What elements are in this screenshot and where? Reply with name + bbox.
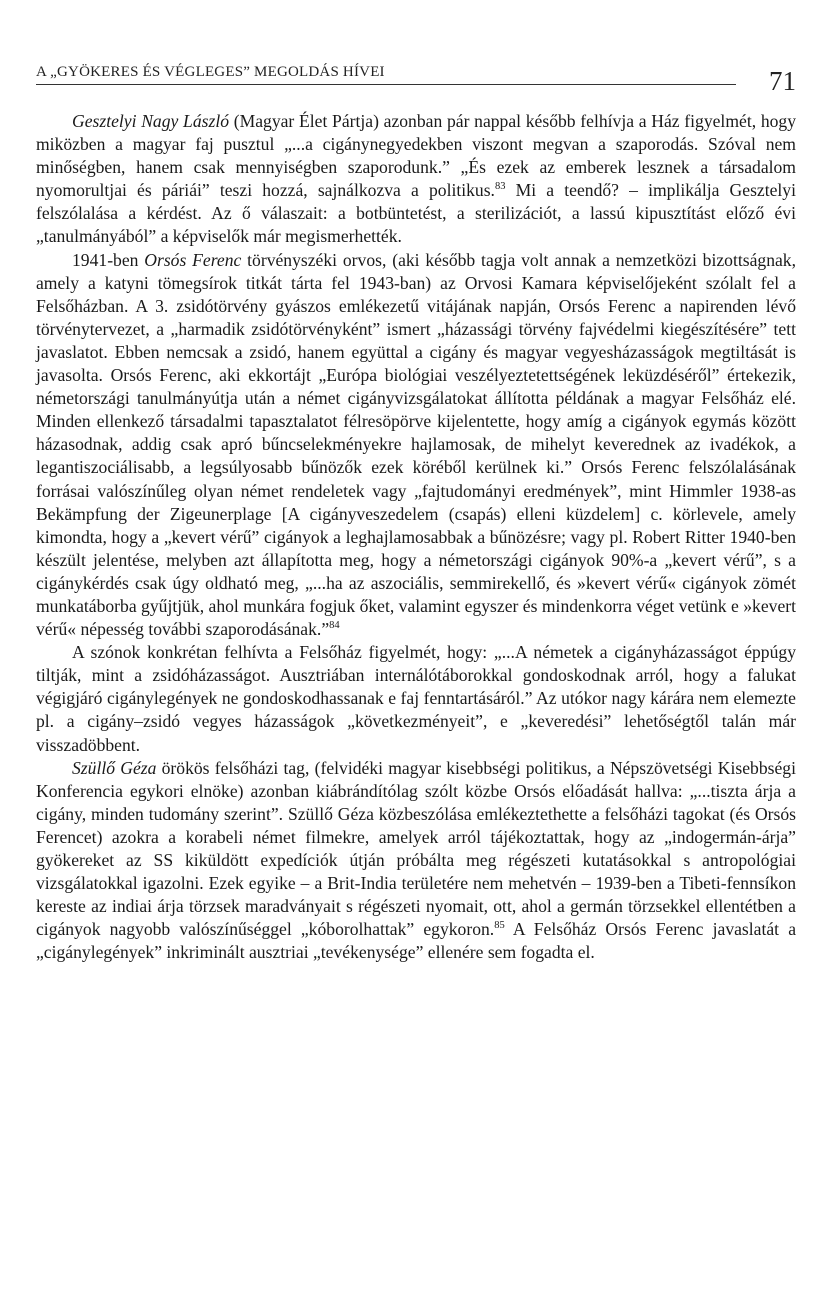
page-number: 71 [769, 66, 796, 96]
book-page [36, 0, 796, 1299]
footnote-marker: 83 [494, 181, 506, 193]
paragraph-1 [36, 110, 796, 249]
body-text [36, 110, 796, 964]
text-run: Mi a teendő? – implikálja Gesztelyi felszólalása a kérdést. Az ő válaszait: a botbüntetést, a sterilizációt, a lassú kipusztítást előző évi „tanulmányából” a képviselők már megismerhették. [36, 180, 796, 247]
footnote-marker: 85 [494, 920, 505, 932]
header-rule [36, 84, 736, 85]
page-header [36, 62, 796, 102]
running-head: A „GYÖKERES ÉS VÉGLEGES” MEGOLDÁS HÍVEI [36, 64, 385, 80]
paragraph-2 [36, 249, 796, 642]
text-run: 1941-ben [72, 249, 145, 270]
italic-name: Gesztelyi Nagy László [72, 111, 230, 131]
text-run: törvényszéki orvos, (aki később tagja volt annak a nemzetközi bizottságnak, amely a katyni tömegsírok titkát tárta fel 1943-ban) az Orvosi Kamara képviselőjeként szólalt fel a Felsőházban. A 3. zsidótörvény gyászos emlékezetű vitájának napján, Orsós Ferenc a napirenden lévő törvénytervezet, a „harmadik zsidótörvényként” ismert „házassági törvény fajvédelmi kiegészítésére” tett javaslatot. Ebben nemcsak a zsidó, hanem együttal a cigány és magyar vegyesházasságok megtiltását is javasolta. Orsós Ferenc, aki ekkortájt „Európa biológiai veszélyeztetettségének leküzdéséről” értekezik, németországi tanulmányútja után a német cigányvizsgálatokat állította példának a magyar Felsőház elé. Minden ellenkező társadalmi tapasztalatot félresöpörve kijelentette, hogy amíg a cigányok egymás között házasodnak, addig csak apró bűncselekményekre hajlamosak, de mihelyt keverednek az ivadékok, a legantiszociálisabb, a legsúlyosabb bűnözők ezek köréből kerülnek ki.” Orsós Ferenc felszólalásának forrásai valószínűleg olyan német rendeletek vagy „fajtudományi eredmények”, mint Himmler 1938-as Bekämpfung der Zigeunerplage [A cigányveszedelem (csapás) elleni küzdelem] c. körlevele, amely kimondta, hogy a „kevert vérű” cigányok a leghajlamosabbak a bűnözésre; vagy pl. Robert Ritter 1940-ben készült jelentése, melyben azt állapította meg, hogy a németországi cigányok 90%-a „kevert vérű”, s a cigánykérdés csak úgy oldható meg, „...ha az aszociális, semmirekellő, és »kevert vérű« cigányok zömét munkatáborba gyűjtjük, ahol munkára fogjuk őket, valamint egyszer és mindenkorra véget vetünk e »kevert vérű« népesség további szaporodásának.” [36, 249, 796, 640]
paragraph-4 [36, 757, 796, 965]
italic-name: Szüllő Géza [72, 757, 157, 778]
italic-name: Orsós Ferenc [144, 249, 242, 270]
text-run: A Felsőház Orsós Ferenc javaslatát a „cigánylegények” inkriminált ausztriai „tevékenysége” ellenére sem fogadta el. [36, 919, 797, 963]
footnote-marker: 84 [329, 620, 340, 632]
paragraph-3 [36, 641, 796, 756]
text-run: A szónok konkrétan felhívta a Felsőház figyelmét, hogy: „...A németek a cigányházasságot éppúgy tiltják, mint a zsidóházasságot. Ausztriában internálótáborokkal gondoskodnak arról, hogy a falukat végigjáró cigánylegények ne gondoskodhassanak e faj fenntartásáról.” Az utókor nagy kárára nem elemezte pl. a cigány–zsidó vegyes házasságok „következményeit”, e „keveredési” lehetőségtől talán már visszadöbbent. [36, 642, 796, 755]
text-run: örökös felsőházi tag, (felvidéki magyar kisebbségi politikus, a Népszövetségi Kisebbségi Konferencia egykori elnöke) azonban kiábrándítólag szólt közbe Orsós előadását hallva: „...tiszta árja a cigány, minden tudomány szerint”. Szüllő Géza közbeszólása emlékeztethette a felsőházi tagokat (és Orsós Ferencet) azokra a korabeli német filmekre, amelyek arról tájékoztattak, hogy az „indogermán-árja” gyökereket az SS kiküldött expedíciók útján próbálta meg régészeti kutatásokkal s antropológiai vizsgálatokkal igazolni. Ezek egyike – a Brit-India területére nem mehetvén – 1939-ben a Tibeti-fennsíkon kereste az indiai árja törzsek maradványait s régészeti nyomait, ott, ahol a germán törzsekkel ellentétben a cigányok nagyobb valószínűséggel „kóborolhattak” egykoron. [36, 757, 796, 940]
text-run: (Magyar Élet Pártja) azonban pár nappal később felhívja a Ház figyelmét, hogy miközben a magyar faj pusztul „...a cigánynegyedekben viszont megvan a szaporodás. Szóval nem minőségben, hanem csak mennyiségben szaporodunk.” „És ezek az emberek lesznek a társadalom nyomorultjai és páriái” teszi hozzá, sajnálkozva a politikus. [36, 111, 797, 201]
